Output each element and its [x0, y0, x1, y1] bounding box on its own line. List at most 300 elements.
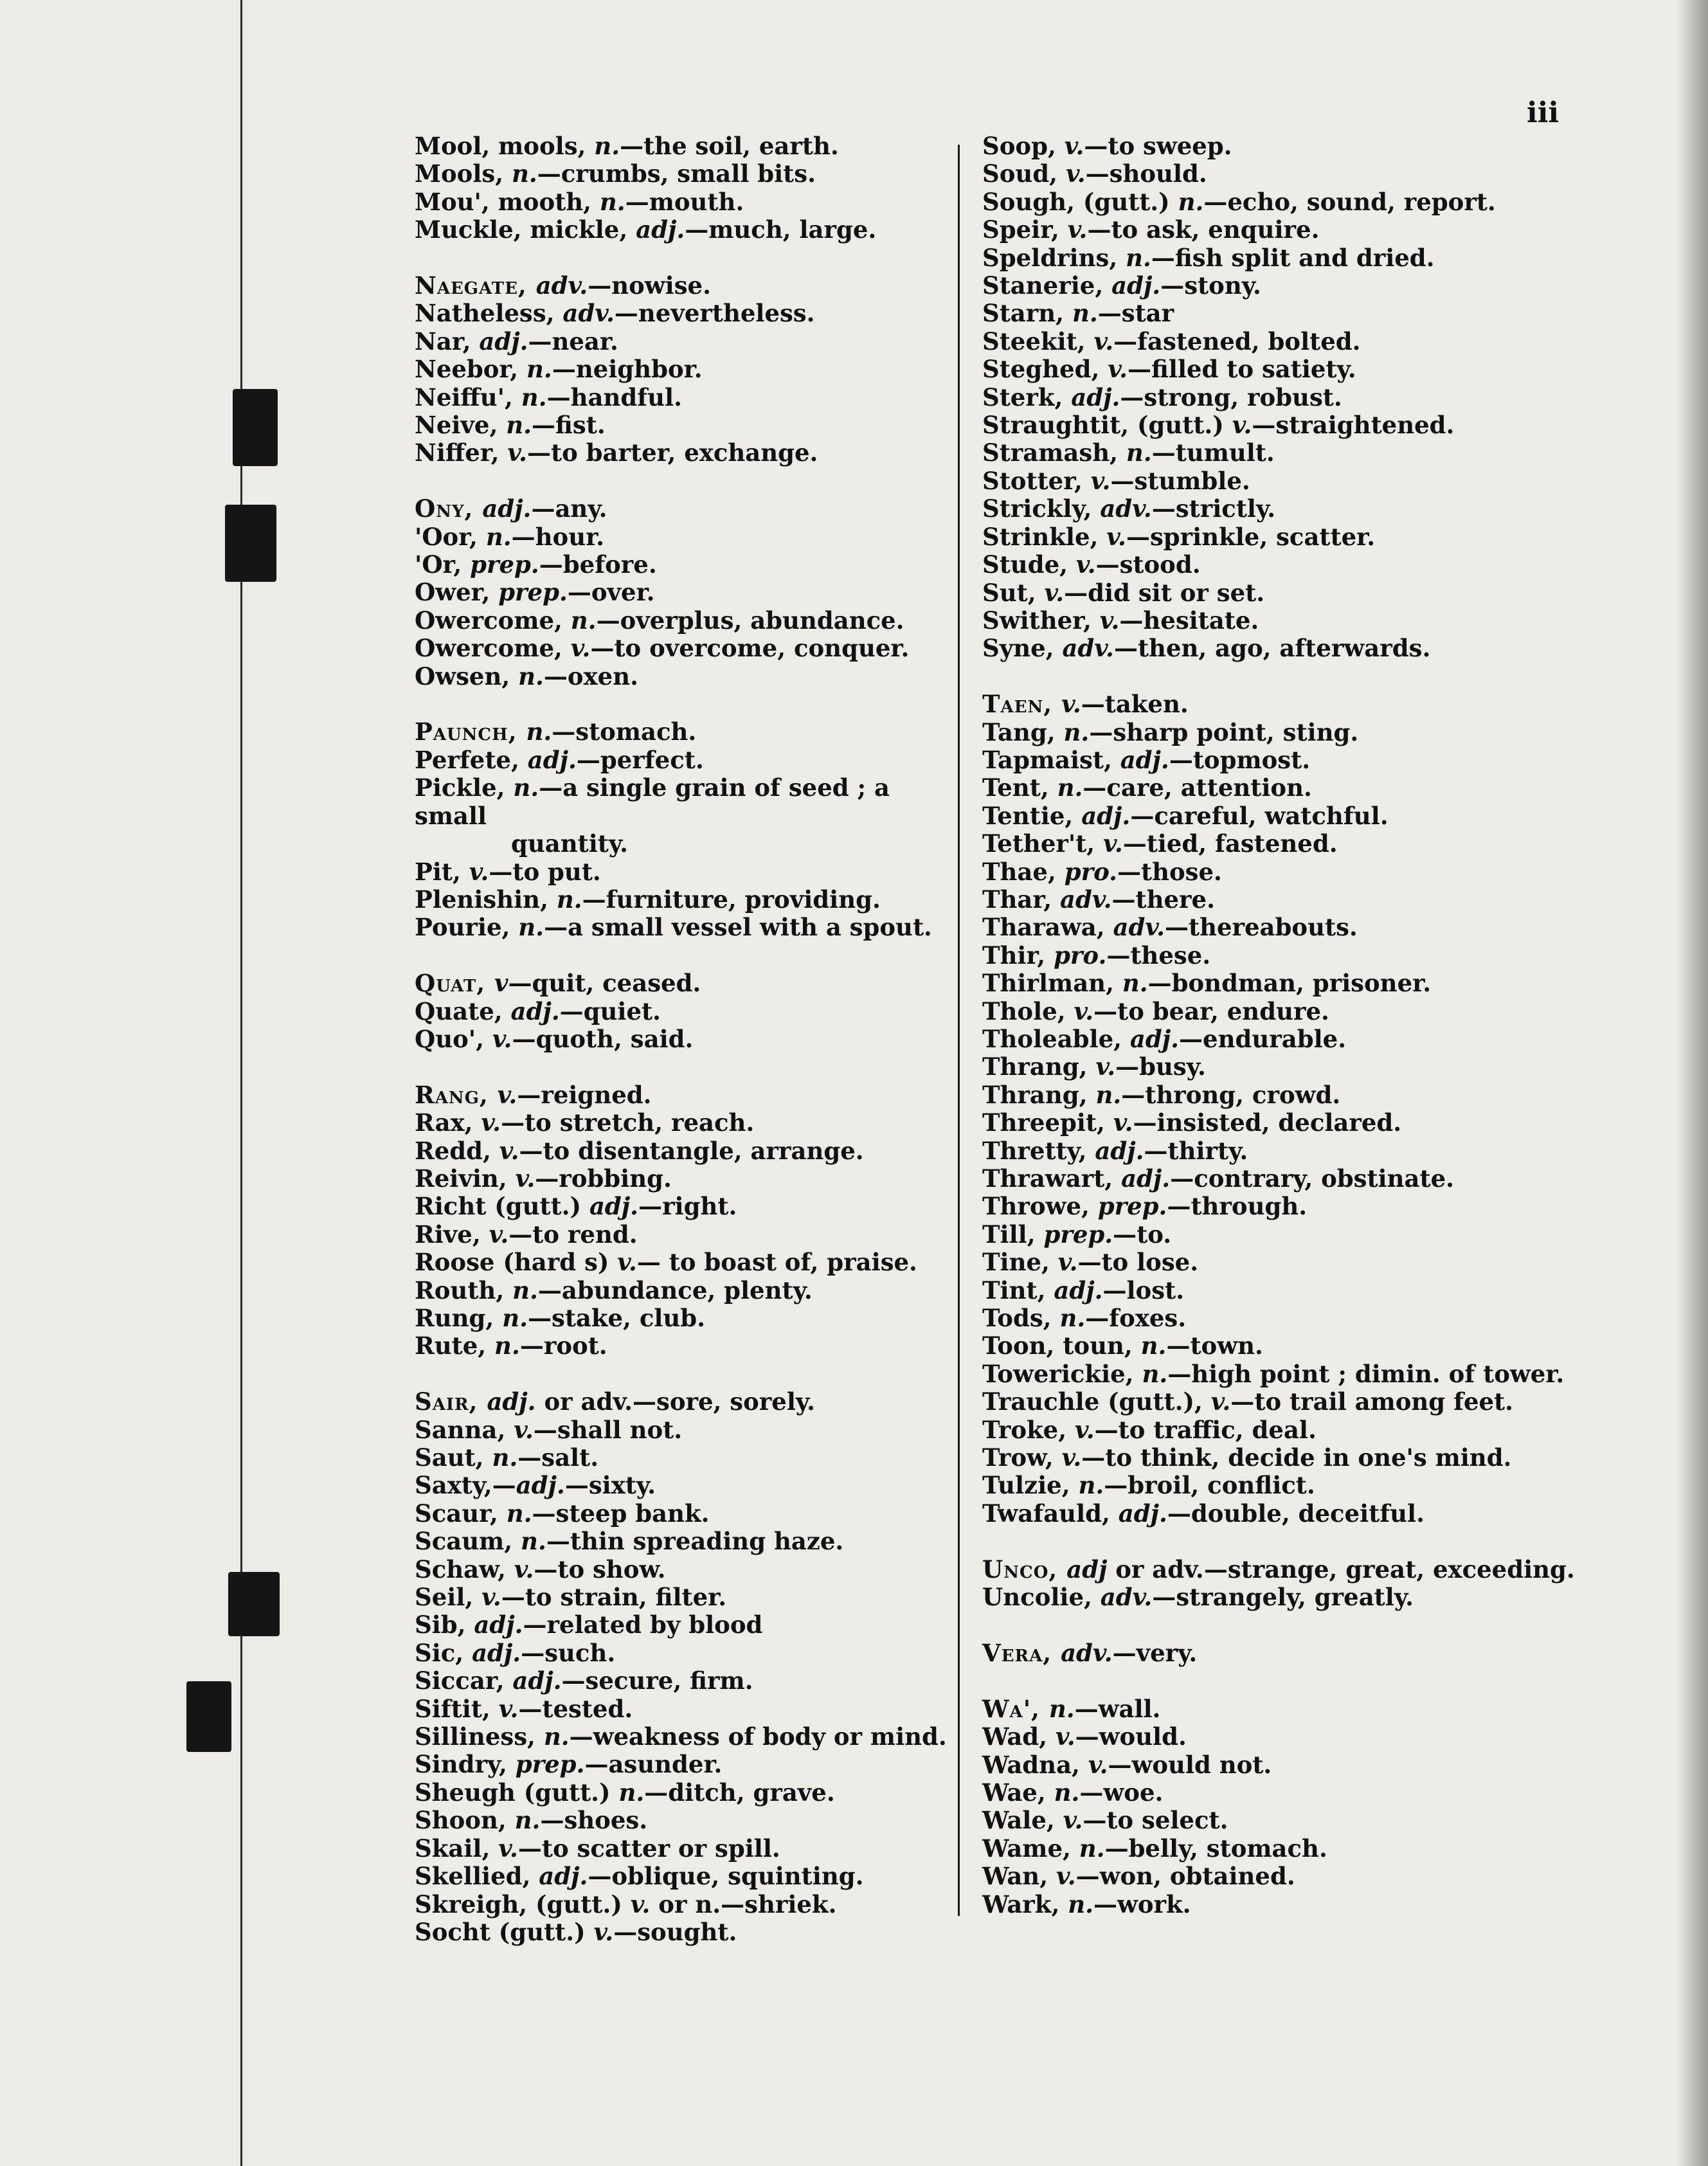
- entry-headword: Neebor,: [415, 355, 527, 384]
- entry-headword: Till,: [982, 1220, 1044, 1249]
- entry-part-of-speech: n.: [1059, 1304, 1086, 1333]
- entry-definition: —handful.: [546, 383, 682, 411]
- section-gap: [415, 1360, 967, 1388]
- entry-definition: —quoth, said.: [512, 1024, 694, 1053]
- entry-headword: Thirlman,: [982, 969, 1122, 998]
- entry-definition: —tested.: [518, 1694, 633, 1723]
- entry-part-of-speech: n.: [1126, 243, 1151, 272]
- glossary-entry: [415, 1081, 967, 1109]
- entry-part-of-speech: prep.: [470, 550, 539, 579]
- entry-part-of-speech: v.: [498, 1694, 519, 1723]
- entry-part-of-speech: v.: [1210, 1387, 1231, 1416]
- entry-headword: Uncolie,: [982, 1583, 1101, 1612]
- entry-definition: —endurable.: [1179, 1024, 1347, 1053]
- section-gap: [415, 1053, 967, 1081]
- entry-definition: —to rend.: [508, 1220, 638, 1249]
- glossary-entry: [982, 188, 1561, 216]
- glossary-entry: [982, 272, 1561, 300]
- entry-headword: Reivin,: [415, 1164, 516, 1193]
- entry-headword: Thrawart,: [982, 1164, 1122, 1193]
- entry-headword: Tine,: [982, 1248, 1058, 1277]
- entry-definition: —to put.: [489, 857, 601, 886]
- glossary-entry: [415, 272, 967, 300]
- glossary-entry: [982, 384, 1561, 411]
- entry-part-of-speech: n.: [543, 1722, 570, 1751]
- entry-part-of-speech: adj.: [516, 1471, 565, 1500]
- entry-headword: Tent,: [982, 773, 1057, 802]
- section-gap: [982, 1612, 1561, 1639]
- entry-headword: Socht (gutt.): [415, 1917, 594, 1946]
- entry-part-of-speech: n.: [1063, 717, 1090, 746]
- section-gap: [415, 690, 967, 718]
- entry-part-of-speech: v.: [481, 1583, 501, 1612]
- entry-part-of-speech: prep.: [515, 1750, 585, 1779]
- entry-headword: Unco,: [982, 1555, 1067, 1584]
- entry-headword: Wale,: [982, 1806, 1063, 1835]
- glossary-entry: [415, 1751, 967, 1778]
- entry-definition: —taken.: [1081, 690, 1189, 719]
- glossary-entry: [982, 719, 1561, 746]
- entry-definition: —through.: [1167, 1192, 1308, 1221]
- entry-part-of-speech: n.: [492, 1443, 518, 1472]
- glossary-entry: [982, 858, 1561, 886]
- entry-definition: —steep bank.: [532, 1499, 710, 1528]
- entry-definition: —contrary, obstinate.: [1170, 1164, 1454, 1193]
- entry-headword: Stude,: [982, 550, 1076, 579]
- glossary-entry: [982, 1472, 1561, 1499]
- entry-part-of-speech: v.: [1044, 578, 1065, 607]
- entry-headword: Soud,: [982, 159, 1066, 188]
- entry-definition: —robbing.: [535, 1164, 672, 1193]
- entry-definition: —fastened, bolted.: [1113, 327, 1361, 356]
- entry-headword: Swither,: [982, 606, 1100, 635]
- entry-part-of-speech: n.: [1048, 1694, 1075, 1723]
- entry-headword: Soop,: [982, 132, 1065, 160]
- entry-part-of-speech: n.: [494, 1331, 520, 1360]
- glossary-entry: [982, 970, 1561, 997]
- entry-headword: Sough, (gutt.): [982, 187, 1178, 216]
- entry-definition: —star: [1097, 299, 1174, 328]
- entry-headword: Siccar,: [415, 1666, 513, 1695]
- entry-definition: —thereabouts.: [1164, 913, 1358, 942]
- entry-part-of-speech: v.: [1057, 1248, 1078, 1277]
- entry-headword: Saxty,—: [415, 1471, 516, 1500]
- entry-definition: —overplus, abundance.: [596, 606, 904, 635]
- glossary-entry: [982, 802, 1561, 830]
- entry-definition: —to trail among feet.: [1230, 1387, 1514, 1416]
- entry-part-of-speech: n.: [1140, 1331, 1167, 1360]
- glossary-entry: [982, 774, 1561, 802]
- entry-definition: or adv.—sore, sorely.: [535, 1387, 816, 1416]
- glossary-entry: [982, 914, 1561, 941]
- glossary-entry: [415, 886, 967, 914]
- entry-headword: Speldrins,: [982, 243, 1126, 272]
- glossary-entry: [982, 1109, 1561, 1137]
- entry-part-of-speech: n.: [526, 355, 552, 384]
- entry-headword: Perfete,: [415, 745, 528, 774]
- glossary-entry: [415, 1165, 967, 1193]
- entry-headword: Tods,: [982, 1304, 1060, 1333]
- glossary-entry: [982, 1639, 1561, 1667]
- entry-part-of-speech: adj.: [510, 997, 560, 1025]
- entry-headword: Rax,: [415, 1108, 481, 1137]
- entry-definition: —shall not.: [533, 1415, 683, 1444]
- entry-headword: Owercome,: [415, 606, 571, 635]
- glossary-entry: [415, 523, 967, 551]
- entry-definition: —would.: [1075, 1722, 1187, 1751]
- entry-definition: —tied, fastened.: [1122, 829, 1338, 858]
- column-divider: [958, 145, 960, 1916]
- entry-headword: Toon, toun,: [982, 1331, 1141, 1360]
- glossary-entry: [982, 467, 1561, 495]
- section-gap: [982, 1667, 1561, 1695]
- entry-headword: Neive,: [415, 411, 507, 440]
- entry-part-of-speech: n.: [1057, 773, 1083, 802]
- entry-part-of-speech: n.: [1126, 438, 1152, 467]
- entry-definition-continuation: quantity.: [511, 829, 629, 858]
- entry-definition: —strong, robust.: [1120, 383, 1342, 411]
- glossary-entry: [415, 160, 967, 188]
- entry-headword: Saut,: [415, 1443, 492, 1472]
- glossary-entry: [982, 1695, 1561, 1723]
- entry-part-of-speech: adj.: [482, 494, 532, 523]
- entry-headword: Wame,: [982, 1834, 1079, 1863]
- entry-part-of-speech: n.: [1178, 187, 1204, 216]
- entry-part-of-speech: v.: [617, 1248, 637, 1277]
- entry-headword: Silliness,: [415, 1722, 544, 1751]
- glossary-entry: [982, 635, 1561, 662]
- entry-headword: Muckle, mickle,: [415, 215, 636, 244]
- entry-headword: Tether't,: [982, 829, 1104, 858]
- glossary-entry: [982, 998, 1561, 1025]
- entry-headword: Tentie,: [982, 801, 1082, 830]
- entry-headword: Stotter,: [982, 466, 1091, 495]
- entry-definition: —stumble.: [1110, 466, 1250, 495]
- entry-definition: —fist.: [532, 411, 606, 440]
- entry-definition: —to overcome, conquer.: [590, 634, 910, 663]
- glossary-entry: [415, 132, 967, 160]
- glossary-entry: [982, 495, 1561, 523]
- entry-part-of-speech: n.: [556, 885, 582, 914]
- entry-headword: Straughtit, (gutt.): [982, 411, 1232, 440]
- entry-headword: 'Or,: [415, 550, 471, 579]
- entry-headword: Quat,: [415, 969, 494, 998]
- entry-part-of-speech: adv.: [562, 299, 615, 328]
- entry-headword: Stramash,: [982, 438, 1126, 467]
- entry-part-of-speech: n.: [570, 606, 597, 635]
- glossary-entry: [982, 1835, 1561, 1863]
- glossary-entry: [415, 746, 967, 774]
- entry-headword: Neiffu',: [415, 383, 521, 411]
- entry-headword: Trow,: [982, 1443, 1062, 1472]
- glossary-entry: [415, 718, 967, 746]
- entry-part-of-speech: n.: [512, 1276, 538, 1304]
- entry-headword: Sair,: [415, 1387, 487, 1416]
- entry-definition: —care, attention.: [1083, 773, 1312, 802]
- entry-headword: Tulzie,: [982, 1471, 1079, 1500]
- entry-definition: —crumbs, small bits.: [537, 159, 816, 188]
- glossary-entry: [982, 1165, 1561, 1193]
- glossary-entry: [415, 1388, 967, 1416]
- glossary-entry: [415, 411, 967, 439]
- entry-definition: —to bear, endure.: [1093, 997, 1329, 1025]
- glossary-entry: [415, 998, 967, 1025]
- glossary-entry: [982, 439, 1561, 467]
- entry-part-of-speech: v.: [514, 1415, 534, 1444]
- glossary-entry: [982, 328, 1561, 356]
- section-gap: [415, 467, 967, 495]
- glossary-entry: [982, 1359, 1565, 1388]
- entry-headword: Sanna,: [415, 1415, 514, 1444]
- entry-headword: Twafauld,: [982, 1499, 1119, 1528]
- entry-part-of-speech: adj.: [472, 1638, 521, 1667]
- binding-tape-mark: [233, 389, 278, 466]
- entry-headword: Schaw,: [415, 1555, 514, 1584]
- glossary-entry: [415, 1221, 967, 1249]
- entry-part-of-speech: n.: [618, 1778, 645, 1807]
- entry-headword: Trauchle (gutt.),: [982, 1387, 1211, 1416]
- glossary-entry: [415, 1779, 967, 1807]
- entry-part-of-speech: adj.: [474, 1611, 523, 1639]
- entry-definition: —oblique, squinting.: [588, 1862, 864, 1891]
- glossary-entry: [415, 1891, 967, 1918]
- glossary-entry: [415, 495, 967, 523]
- entry-definition: —quiet.: [559, 997, 661, 1025]
- glossary-entry: [982, 1555, 1575, 1584]
- entry-part-of-speech: v.: [498, 1834, 518, 1863]
- entry-part-of-speech: prep.: [1097, 1192, 1167, 1221]
- glossary-entry: [982, 244, 1561, 272]
- glossary-entry: [982, 551, 1561, 579]
- entry-part-of-speech: n.: [506, 411, 532, 440]
- entry-definition: —furniture, providing.: [582, 885, 881, 914]
- entry-headword: Sut,: [982, 578, 1045, 607]
- glossary-entry: [982, 160, 1561, 188]
- entry-definition: —salt.: [517, 1443, 599, 1472]
- section-gap: [415, 942, 967, 970]
- entry-headword: Thar,: [982, 885, 1060, 914]
- glossary-entry: [415, 1667, 967, 1695]
- entry-headword: Owsen,: [415, 662, 519, 690]
- entry-part-of-speech: n.: [1078, 1471, 1104, 1500]
- entry-part-of-speech: adj.: [1121, 1164, 1171, 1193]
- entry-definition: —stomach.: [552, 717, 697, 746]
- entry-part-of-speech: adj.: [512, 1666, 562, 1695]
- entry-definition: —foxes.: [1085, 1304, 1187, 1333]
- glossary-entry: [415, 1723, 967, 1751]
- glossary-entry: [415, 1193, 967, 1220]
- entry-definition: —to barter, exchange.: [527, 438, 818, 467]
- entry-definition: —to show.: [534, 1555, 666, 1584]
- entry-headword: Wad,: [982, 1722, 1056, 1751]
- glossary-entry: [982, 1221, 1561, 1249]
- entry-part-of-speech: adj.: [589, 1192, 639, 1221]
- glossary-entry: [982, 1416, 1561, 1444]
- section-gap: [982, 663, 1561, 690]
- entry-headword: Thrang,: [982, 1080, 1096, 1109]
- entry-definition: —a single grain of seed ; a small: [415, 773, 890, 830]
- entry-part-of-speech: adv.: [1062, 634, 1114, 663]
- entry-part-of-speech: v.: [1095, 1052, 1116, 1081]
- entry-part-of-speech: n.: [526, 717, 552, 746]
- glossary-entry: [415, 188, 967, 216]
- entry-part-of-speech: n.: [1068, 1890, 1094, 1918]
- entry-headword: Rute,: [415, 1331, 495, 1360]
- entry-definition: —perfect.: [576, 745, 704, 774]
- glossary-entry: [982, 1723, 1561, 1751]
- entry-part-of-speech: adj.: [1071, 383, 1120, 411]
- entry-headword: Natheless,: [415, 299, 563, 328]
- entry-part-of-speech: v.: [1065, 159, 1086, 188]
- glossary-entry: [982, 746, 1561, 774]
- entry-part-of-speech: v.: [492, 1024, 512, 1053]
- entry-headword: Sic,: [415, 1638, 472, 1667]
- entry-part-of-speech: v.: [1063, 1806, 1083, 1835]
- entry-part-of-speech: n.: [1122, 969, 1148, 998]
- entry-headword: Thrang,: [982, 1052, 1096, 1081]
- entry-definition: —woe.: [1079, 1778, 1164, 1807]
- entry-part-of-speech: v.: [1056, 1862, 1076, 1891]
- entry-definition: —before.: [539, 550, 657, 579]
- entry-headword: Wa',: [982, 1694, 1049, 1723]
- entry-definition: —strangely, greatly.: [1152, 1583, 1414, 1612]
- entry-headword: Wadna,: [982, 1750, 1088, 1779]
- glossary-entry: [415, 216, 967, 244]
- entry-definition: —filled to satiety.: [1127, 355, 1356, 384]
- entry-headword: Seil,: [415, 1583, 482, 1612]
- entry-part-of-speech: v.: [1108, 355, 1128, 384]
- entry-part-of-speech: n.: [518, 662, 544, 690]
- entry-definition: —sprinkle, scatter.: [1126, 522, 1376, 551]
- entry-part-of-speech: v.: [1088, 1750, 1108, 1779]
- glossary-entry: [982, 1193, 1561, 1220]
- glossary-entry: [982, 690, 1561, 718]
- entry-headword: Thretty,: [982, 1136, 1095, 1165]
- glossary-entry: [415, 384, 967, 411]
- entry-definition: —there.: [1111, 885, 1215, 914]
- glossary-entry: [982, 523, 1561, 551]
- entry-part-of-speech: v.: [497, 1080, 517, 1109]
- glossary-column-right: [982, 132, 1575, 1918]
- entry-part-of-speech: n.: [513, 773, 539, 802]
- binding-tape-mark: [228, 1572, 280, 1636]
- glossary-entry: [415, 1918, 967, 1946]
- entry-headword: Plenishin,: [415, 885, 557, 914]
- entry-headword: Sindry,: [415, 1750, 516, 1779]
- entry-definition: —a small vessel with a spout.: [544, 913, 932, 942]
- entry-part-of-speech: v.: [515, 1164, 535, 1193]
- entry-headword: Tint,: [982, 1276, 1054, 1304]
- entry-part-of-speech: v.: [1055, 1722, 1075, 1751]
- glossary-entry: [982, 216, 1561, 244]
- entry-definition: —to ask, enquire.: [1087, 215, 1320, 244]
- glossary-entry: [982, 1863, 1561, 1890]
- entry-definition: —nowise.: [588, 271, 711, 300]
- entry-definition: —related by blood: [523, 1611, 763, 1639]
- entry-headword: Troke,: [982, 1415, 1075, 1444]
- entry-definition: —mouth.: [625, 187, 744, 216]
- entry-definition: —to select.: [1083, 1806, 1228, 1835]
- entry-part-of-speech: v.: [593, 1917, 614, 1946]
- entry-headword: Skreigh, (gutt.): [415, 1890, 631, 1918]
- entry-definition: —bondman, prisoner.: [1147, 969, 1432, 998]
- entry-headword: Pourie,: [415, 913, 519, 942]
- entry-part-of-speech: n.: [599, 187, 625, 216]
- glossary-entry: [415, 663, 967, 690]
- entry-headword: Steekit,: [982, 327, 1094, 356]
- glossary-entry: [982, 1277, 1561, 1304]
- glossary-entry: [415, 579, 967, 606]
- entry-definition: —insisted, declared.: [1133, 1108, 1402, 1137]
- entry-definition: —to sweep.: [1084, 132, 1232, 160]
- entry-headword: Tholeable,: [982, 1024, 1130, 1053]
- entry-definition: — to boast of, praise.: [636, 1248, 917, 1277]
- entry-part-of-speech: n.: [521, 1527, 546, 1556]
- entry-headword: Roose (hard s): [415, 1248, 618, 1277]
- glossary-entry: [415, 1611, 967, 1639]
- entry-definition: —strictly.: [1151, 494, 1276, 523]
- entry-headword: Throwe,: [982, 1192, 1098, 1221]
- entry-definition: —hour.: [511, 522, 605, 551]
- entry-part-of-speech: adv.: [1100, 494, 1152, 523]
- entry-headword: Skail,: [415, 1834, 499, 1863]
- entry-headword: Tharawa,: [982, 913, 1113, 942]
- entry-headword: Strinkle,: [982, 522, 1107, 551]
- entry-part-of-speech: n.: [521, 383, 547, 411]
- entry-part-of-speech: v.: [1093, 327, 1114, 356]
- glossary-entry: [415, 1639, 967, 1667]
- entry-part-of-speech: adj.: [1081, 801, 1131, 830]
- glossary-entry: [982, 1444, 1561, 1472]
- entry-headword: Ony,: [415, 494, 483, 523]
- glossary-entry: [982, 1584, 1561, 1611]
- entry-definition: —won, obtained.: [1075, 1862, 1295, 1891]
- entry-headword: Redd,: [415, 1136, 499, 1165]
- glossary-entry: [415, 1528, 967, 1555]
- entry-definition: —work.: [1093, 1890, 1191, 1918]
- entry-definition: —hesitate.: [1119, 606, 1259, 635]
- entry-headword: Nar,: [415, 327, 480, 356]
- entry-part-of-speech: v.: [469, 857, 489, 886]
- entry-headword: Richt (gutt.): [415, 1192, 589, 1221]
- entry-part-of-speech: n.: [1072, 299, 1098, 328]
- entry-part-of-speech: v.: [1106, 522, 1126, 551]
- entry-headword: Shoon,: [415, 1806, 515, 1835]
- entry-definition: —straightened.: [1252, 411, 1455, 440]
- entry-part-of-speech: adj.: [1129, 1024, 1180, 1053]
- entry-headword: Wae,: [982, 1778, 1054, 1807]
- entry-part-of-speech: pro.: [1064, 857, 1117, 886]
- glossary-entry: [415, 439, 967, 467]
- entry-definition: —sixty.: [564, 1471, 656, 1500]
- entry-definition: —ditch, grave.: [644, 1778, 835, 1807]
- entry-part-of-speech: adv.: [1061, 1638, 1113, 1667]
- glossary-entry: [982, 1751, 1561, 1779]
- entry-definition: —to stretch, reach.: [501, 1108, 755, 1137]
- glossary-entry: [982, 411, 1561, 439]
- entry-part-of-speech: adj.: [1120, 745, 1169, 774]
- entry-definition: —echo, sound, report.: [1203, 187, 1496, 216]
- entry-definition: —oxen.: [543, 662, 638, 690]
- glossary-entry: [982, 830, 1561, 858]
- entry-definition: —careful, watchful.: [1130, 801, 1389, 830]
- glossary-entry: [982, 1304, 1561, 1332]
- glossary-entry: [982, 300, 1561, 327]
- entry-definition: —asunder.: [584, 1750, 723, 1779]
- entry-headword: Sib,: [415, 1611, 474, 1639]
- entry-headword: Siftit,: [415, 1694, 499, 1723]
- entry-definition: —secure, firm.: [561, 1666, 753, 1695]
